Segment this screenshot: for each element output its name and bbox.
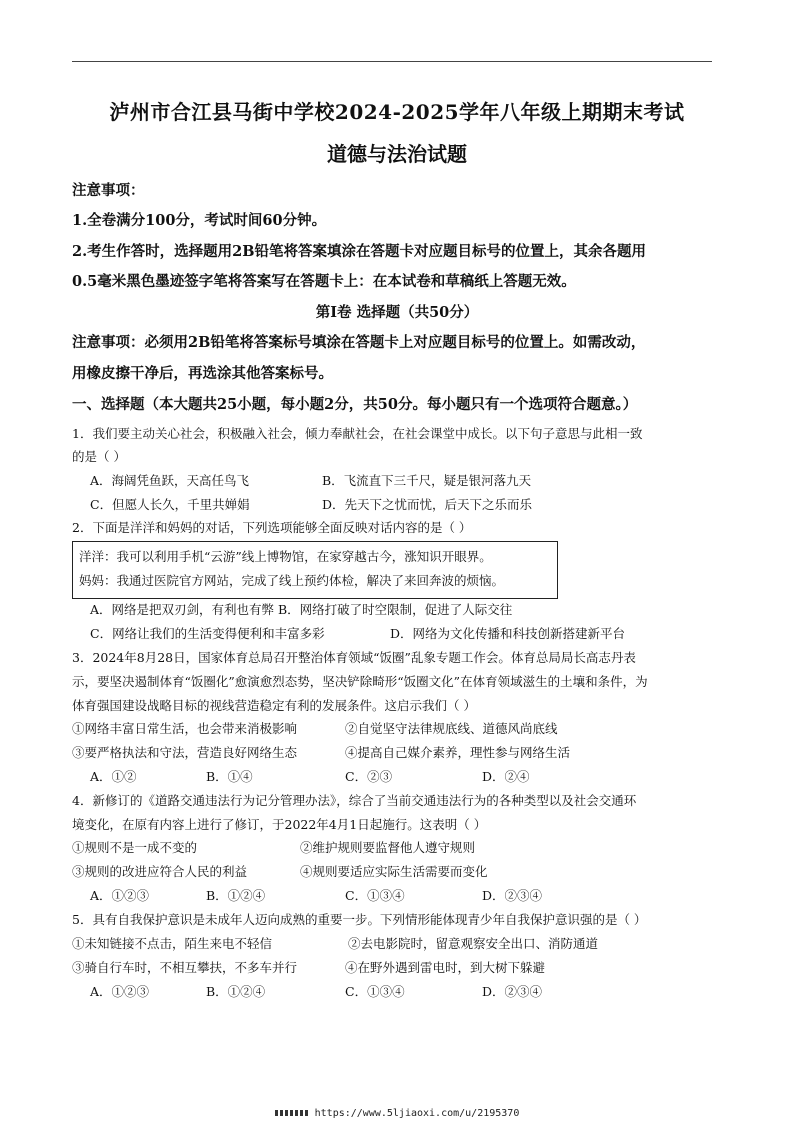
q4-statement-4: ④规则要适应实际生活需要而变化 [300,864,488,879]
q3-stem-1: 3．2024年8月28日，国家体育总局召开整治体育领域“饭圈”乱象专题工作会。体育总局局长高志丹表 [72,650,636,665]
q5-option-d: D．②③④ [482,984,543,999]
q3-option-d: D．②④ [482,769,530,784]
section-notice-2: 用橡皮擦干净后，再选涂其他答案标号。 [72,365,333,382]
q4-statement-2: ②维护规则要监督他人遵守规则 [300,840,476,855]
q4-option-c: C．①③④ [345,888,405,903]
q3-statement-4: ④提高自己媒介素养，理性参与网络生活 [345,745,571,760]
q3-statement-1: ①网络丰富日常生活，也会带来消极影响 [72,721,298,736]
q5-statement-1: ①未知链接不点击，陌生来电不轻信 [72,936,273,951]
q2-option-d: D．网络为文化传播和科技创新搭建新平台 [390,626,626,641]
q4-option-a: A．①②③ [90,888,150,903]
q5-statement-4: ④在野外遇到雷电时，到大树下躲避 [345,960,546,975]
q2-stem: 2．下面是洋洋和妈妈的对话，下列选项能够全面反映对话内容的是（ ） [72,520,472,535]
footer-watermark [0,1108,794,1119]
q5-stem: 5．具有自我保护意识是未成年人迈向成熟的重要一步。下列情形能体现青少年自我保护意识强的是（ ） [72,912,647,927]
notice-heading: 注意事项： [72,182,145,199]
section-notice-1: 注意事项：必须用2B铅笔将答案标号填涂在答题卡上对应题目标号的位置上。如需改动， [72,334,646,351]
q3-option-b: B．①④ [206,769,253,784]
q1-stem-2: 的是（ ） [72,449,126,464]
q3-option-c: C．②③ [345,769,393,784]
q5-option-c: C．①③④ [345,984,405,999]
notice-line-2: 2.考生作答时，选择题用2B铅笔将答案填涂在答题卡对应题目标号的位置上，其余各题用 [72,243,646,260]
q5-option-a: A．①②③ [90,984,150,999]
q2-option-ab: A．网络是把双刃剑，有利也有弊 B．网络打破了时空限制，促进了人际交往 [90,602,513,617]
footer-url[interactable]: https://www.5ljiaoxi.com/u/2195370 [314,1108,520,1119]
q3-option-a: A．①② [90,769,137,784]
q4-statement-1: ①规则不是一成不变的 [72,840,198,855]
q4-stem-2: 境变化，在原有内容上进行了修订，于2022年4月1日起施行。这表明（ ） [72,817,487,832]
q1-option-b: B．飞流直下三千尺，疑是银河落九天 [322,473,532,488]
q5-statement-2: ②去电影院时，留意观察安全出口、消防通道 [348,936,599,951]
exam-title: 泸州市合江县马街中学校2024-2025学年八年级上期期末考试 [109,100,685,124]
q1-option-a: A．海阔凭鱼跃，天高任鸟飞 [90,473,250,488]
dialogue-line-mom: 妈妈：我通过医院官方网站，完成了线上预约体检，解决了来回奔波的烦恼。 [79,573,505,588]
q3-statement-3: ③要严格执法和守法，营造良好网络生态 [72,745,298,760]
notice-line-3: 0.5毫米黑色墨迹签字笔将答案写在答题卡上：在本试卷和草稿纸上答题无效。 [72,273,576,290]
section-heading: 一、选择题（本大题共25小题，每小题2分，共50分。每小题只有一个选项符合题意。） [72,396,638,413]
watermark-logo-icon [275,1110,309,1116]
q4-option-d: D．②③④ [482,888,543,903]
top-rule [72,61,712,62]
q3-stem-3: 体育强国建设战略目标的视线营造稳定有利的发展条件。这启示我们（ ） [72,698,476,713]
q5-option-b: B．①②④ [206,984,266,999]
q2-option-c: C．网络让我们的生活变得便利和丰富多彩 [90,626,325,641]
q5-statement-3: ③骑自行车时，不相互攀扶，不多车并行 [72,960,298,975]
q4-statement-3: ③规则的改进应符合人民的利益 [72,864,248,879]
q4-option-b: B．①②④ [206,888,266,903]
q1-option-c: C．但愿人长久，千里共婵娟 [90,497,250,512]
notice-line-1: 1.全卷满分100分，考试时间60分钟。 [72,212,327,229]
exam-subtitle: 道德与法治试题 [327,142,467,166]
q3-statement-2: ②自觉坚守法律规底线、道德风尚底线 [345,721,558,736]
q3-stem-2: 示，要坚决遏制体育“饭圈化”愈演愈烈态势，坚决铲除畸形“饭圈文化”在体育领域滋生的土壤和条件，为 [72,674,648,689]
q1-option-d: D．先天下之忧而忧，后天下之乐而乐 [322,497,533,512]
dialogue-line-yangyang: 洋洋：我可以利用手机“云游”线上博物馆，在家穿越古今，涨知识开眼界。 [79,549,492,564]
q1-stem-1: 1．我们要主动关心社会，积极融入社会，倾力奉献社会，在社会课堂中成长。以下句子意思与此相一致 [72,426,643,441]
q4-stem-1: 4．新修订的《道路交通违法行为记分管理办法》，综合了当前交通违法行为的各种类型以及社会交通环 [72,793,637,808]
section-title: 第Ⅰ卷 选择题（共50分） [315,304,479,321]
